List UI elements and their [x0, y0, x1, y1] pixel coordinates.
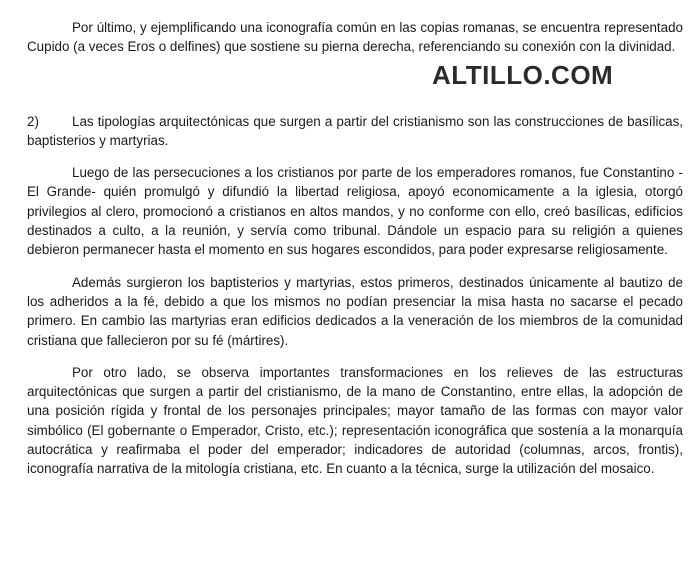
altillo-watermark-logo: ALTILLO.COM: [432, 59, 614, 90]
paragraph-tipologias-text: Las tipologías arquitectónicas que surgen a partir del cristianismo son las construcciones de basílicas, baptisterios y martyrias.: [27, 113, 683, 148]
watermark-row: [27, 60, 683, 112]
paragraph-cupido: Por último, y ejemplificando una iconografía común en las copias romanas, se encuentra representado Cupido (a veces Eros o delfines) que sostiene su pierna derecha, referenciando su conexión con la divinidad.: [27, 20, 683, 55]
paragraph-tipologias: [27, 112, 683, 151]
paragraph-relieves: Por otro lado, se observa importantes transformaciones en los relieves de las estructuras arquitectónicas que surgen a partir del cristianismo, de la mano de Constantino, entre ellas, la adopción de una posición rígida y frontal de los personajes principales; mayor tamaño de las formas con mayor valor simbólico (El gobernante o Emperador, Cristo, etc.); representación iconográfica que sostenía a la monarquía autocrática y reafirmaba el poder del emperador; indicadores de autoridad (columnas, arcos, frontis), iconografía narrativa de la mitología cristiana, etc. En cuanto a la técnica, surge la utilización del mosaico.: [27, 364, 683, 477]
document-page: [27, 18, 683, 479]
paragraph-constantino: Luego de las persecuciones a los cristianos por parte de los emperadores romanos, fue Constantino -El Grande- quién promulgó y difundió la libertad religiosa, apoyó economicamente a la iglesia, otorgó privilegios al clero, promocionó a cristianos en altos mandos, y no conforme con ello, creó basílicas, edificios destinados a culto, a la reunión, y servía como tribunal. Dándole un espacio para su religión a quienes debieron permanecer hasta el momento en sus hogares escondidos, para poder expresarse religiosamente.: [27, 165, 683, 258]
item-number: 2): [27, 113, 39, 129]
paragraph-baptisterios: Además surgieron los baptisterios y martyrias, estos primeros, destinados únicamente al bautizo de los adheridos a la fé, debido a que los mismos no podían presenciar la misa hasta no sacarse el pecado primero. En cambio las martyrias eran edificios dedicados a la veneración de los miembros de la comunidad cristiana que fallecieron por su fé (mártires).: [27, 274, 683, 348]
